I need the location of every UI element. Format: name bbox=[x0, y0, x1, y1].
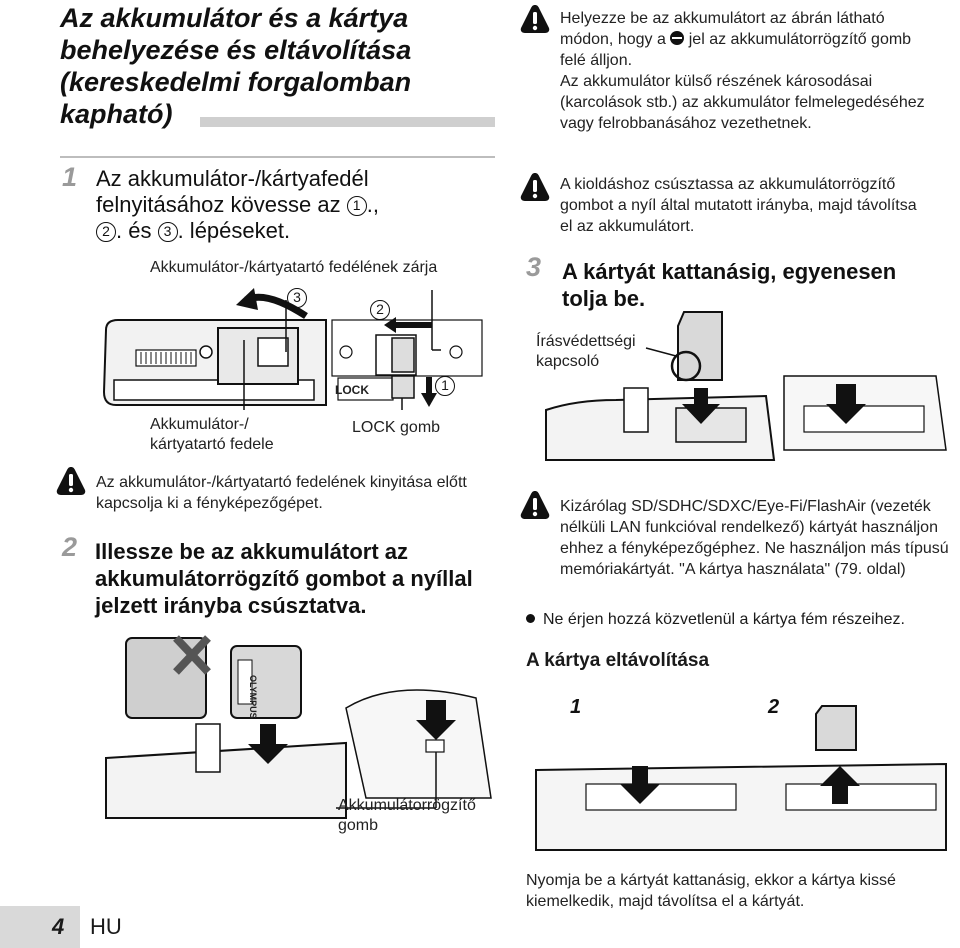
step-3-text: A kártyát kattanásig, egyenesen tolja be. bbox=[562, 259, 897, 311]
figure-circled-2: 2 bbox=[370, 300, 390, 320]
warning-icon bbox=[56, 466, 86, 496]
card-removal-heading: A kártya eltávolítása bbox=[526, 650, 710, 671]
lock-latch-label: Akkumulátor-/kártyatartó fedélének zárja bbox=[150, 259, 438, 276]
figure-circled-3: 3 bbox=[287, 288, 307, 308]
page-number: 4 bbox=[52, 914, 65, 939]
bullet-dot bbox=[526, 614, 535, 623]
warning-remove-text: A kioldáshoz csúsztassa az akkumulátorrögzítő gombot a nyíl által mutatott irányba, majd távolítsa el az akkumulátort. bbox=[560, 176, 917, 235]
circled-number-3: 3 bbox=[158, 222, 178, 242]
figure-circled-1: 1 bbox=[435, 376, 455, 396]
warning-card-text: Kizárólag SD/SDHC/SDXC/Eye-Fi/FlashAir (vezeték nélküli LAN funkcióval rendelkező) kártyát használjon ehhez a fényképezőgéphez. Ne használjon más típusú memóriakártyát. "A kártya használata" (79. oldal) bbox=[560, 498, 949, 578]
cover-label: Akkumulátor-/ kártyatartó fedele bbox=[150, 416, 274, 453]
removal-step-1: 1 bbox=[570, 696, 582, 718]
circled-number-2: 2 bbox=[96, 222, 116, 242]
step-3-number: 3 bbox=[526, 252, 542, 282]
battery-lock-knob-label: Akkumulátorrögzítő gomb bbox=[338, 797, 476, 834]
circled-number-1: 1 bbox=[347, 196, 367, 216]
warning-icon bbox=[520, 172, 550, 202]
step-2-text: Illessze be az akkumulátort az akkumulátorrögzítő gombot a nyíllal jelzett irányba csúsztatva. bbox=[95, 539, 473, 618]
warning-orientation-text: Helyezze be az akkumulátort az ábrán látható módon, hogy a jel az akkumulátorrögzítő gomb felé álljon. Az akkumulátor külső részének károsodásai (karcolások stb.) az akkumulátor felmelegedéséhez vagy felrobbanásához vezethetnek. bbox=[560, 10, 925, 132]
lock-button-label: LOCK gomb bbox=[352, 419, 441, 436]
warning-cover-text: Az akkumulátor-/kártyatartó fedelének kinyitása előtt kapcsolja ki a fényképezőgépet. bbox=[96, 474, 467, 512]
battery-brand: OLYMPUS bbox=[248, 675, 258, 719]
removal-instruction: Nyomja be a kártyát kattanásig, ekkor a kártya kissé kiemelkedik, majd távolítsa el a kártyát. bbox=[526, 872, 896, 910]
step-1-number: 1 bbox=[62, 162, 78, 192]
bullet-card-metal: Ne érjen hozzá közvetlenül a kártya fém részeihez. bbox=[526, 610, 905, 630]
warning-icon bbox=[520, 4, 550, 34]
title-underline bbox=[200, 117, 495, 127]
write-protect-label: Írásvédettségi kapcsoló bbox=[536, 333, 636, 370]
page-title: Az akkumulátor és a kártya behelyezése és eltávolítása (kereskedelmi forgalomban kapható) bbox=[60, 3, 412, 129]
battery-orientation-symbol bbox=[670, 31, 684, 45]
removal-step-2: 2 bbox=[768, 696, 780, 718]
step-1-text: Az akkumulátor-/kártyafedél felnyitásához kövesse az 1 ., 2 . és 3 . lépéseket. bbox=[96, 166, 379, 243]
figure-card-removal bbox=[526, 700, 956, 860]
page-number-box bbox=[0, 906, 80, 948]
figure-card-insert bbox=[536, 300, 956, 470]
warning-icon bbox=[520, 490, 550, 520]
lock-engraving: LOCK bbox=[335, 383, 369, 397]
section-divider bbox=[60, 156, 495, 158]
page-language: HU bbox=[90, 914, 122, 939]
step-2-number: 2 bbox=[62, 532, 78, 562]
